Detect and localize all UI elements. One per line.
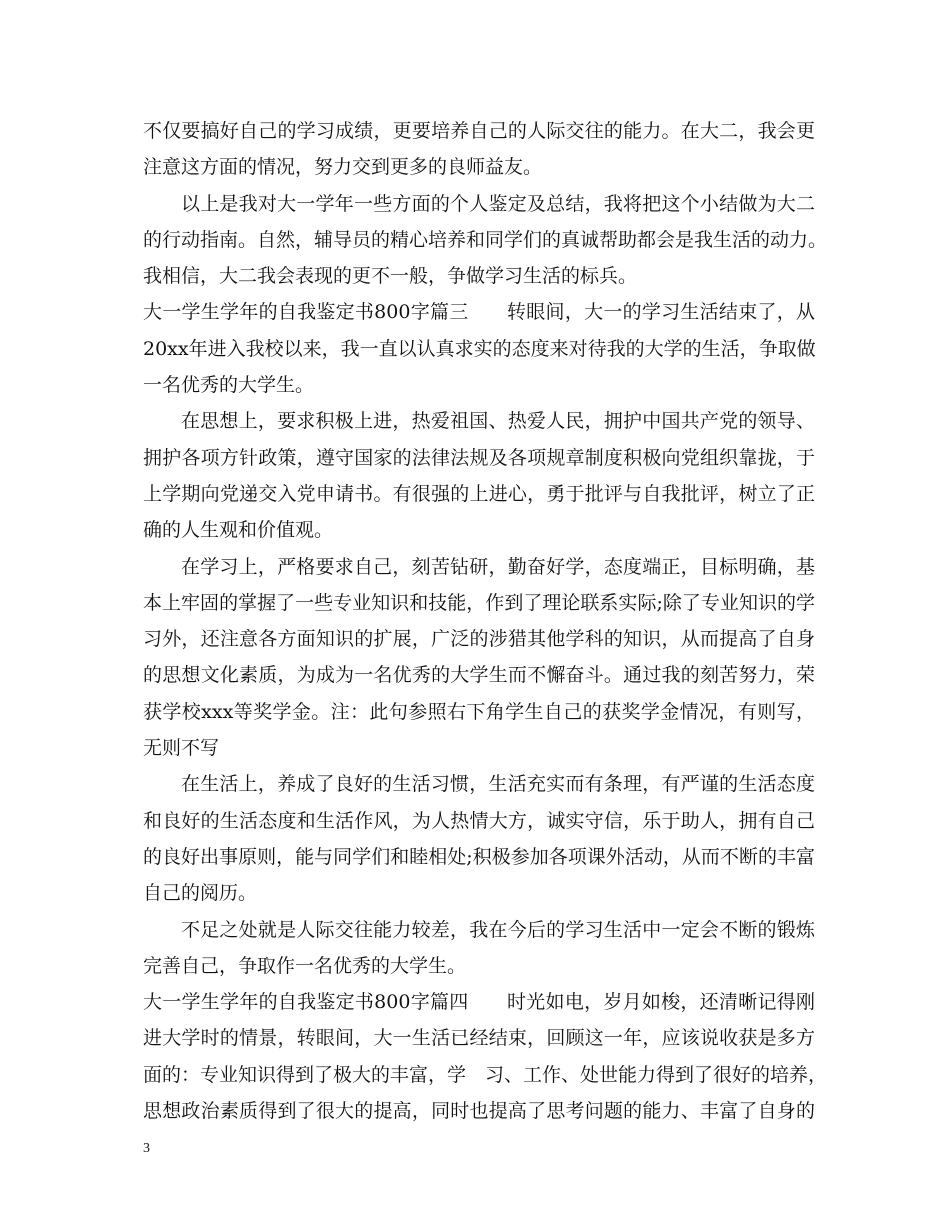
text-line: 自己的阅历。 xyxy=(143,882,258,905)
text-line: 拥护各项方针政策，遵守国家的法律法规及各项规章制度积极向党组织靠拢，于 xyxy=(143,446,815,469)
text-line: 不足之处就是人际交往能力较差，我在今后的学习生活中一定会不断的锻炼 xyxy=(181,918,815,941)
text-line: 不仅要搞好自己的学习成绩，更要培养自己的人际交往的能力。在大二，我会更 xyxy=(143,120,815,142)
text-line: 思想政治素质得到了很大的提高，同时也提高了思考问题的能力、丰富了自身的 xyxy=(143,1100,815,1123)
document-page xyxy=(143,113,828,1129)
text-line: 进大学时的情景，转眼间，大一生活已经结束，回顾这一年，应该说收获是多方 xyxy=(143,1027,815,1050)
text-line: 在学习上，严格要求自己，刻苦钻研，勤奋好学，态度端正，目标明确，基 xyxy=(181,555,815,578)
text-line: 本上牢固的掌握了一些专业知识和技能，作到了理论联系实际;除了专业知识的学 xyxy=(143,591,815,614)
text-line: 20xx年进入我校以来，我一直以认真求实的态度来对待我的大学的生活，争取做 xyxy=(143,337,816,360)
text-line: 和良好的生活态度和生活作风，为人热情大方，诚实守信，乐于助人，拥有自己 xyxy=(143,809,815,832)
text-line: 在思想上，要求积极上进，热爱祖国、热爱人民，拥护中国共产党的领导、 xyxy=(181,410,815,433)
text-line: 的良好出事原则，能与同学们和睦相处;积极参加各项课外活动，从而不断的丰富 xyxy=(143,845,815,868)
text-line: 以上是我对大一学年一些方面的个人鉴定及总结，我将把这个小结做为大二 xyxy=(181,192,815,215)
text-line: 完善自己，争取作一名优秀的大学生。 xyxy=(143,954,467,977)
text-line: 在生活上，养成了良好的生活习惯，生活充实而有条理，有严谨的生活态度 xyxy=(181,773,815,796)
text-line: 无则不写 xyxy=(143,737,220,760)
section-heading-line: 大一学生学年的自我鉴定书800字篇三 转眼间，大一的学习生活结束了，从 xyxy=(143,301,815,324)
text-line: 一名优秀的大学生。 xyxy=(143,374,315,397)
text-line: 获学校xxx等奖学金。注：此句参照右下角学生自己的获奖学金情况，有则写， xyxy=(143,700,815,723)
text-line: 的行动指南。自然，辅导员的精心培养和同学们的真诚帮助都会是我生活的动力。 xyxy=(143,228,828,251)
section-heading-line: 大一学生学年的自我鉴定书800字篇四 时光如电，岁月如梭，还清晰记得刚 xyxy=(143,991,815,1014)
text-line: 注意这方面的情况，努力交到更多的良师益友。 xyxy=(143,156,543,179)
text-line: 上学期向党递交入党申请书。有很强的上进心，勇于批评与自我批评，树立了正 xyxy=(143,482,815,505)
text-line: 习外，还注意各方面知识的扩展，广泛的涉猎其他学科的知识，从而提高了自身 xyxy=(143,628,815,651)
page-number: 3 xyxy=(143,1141,150,1156)
text-line: 面的：专业知识得到了极大的丰富，学 习、工作、处世能力得到了很好的培养， xyxy=(143,1063,828,1086)
text-line: 的思想文化素质，为成为一名优秀的大学生而不懈奋斗。通过我的刻苦努力，荣 xyxy=(143,664,815,687)
text-line: 确的人生观和价值观。 xyxy=(143,519,334,542)
text-line: 我相信，大二我会表现的更不一般，争做学习生活的标兵。 xyxy=(143,265,638,288)
